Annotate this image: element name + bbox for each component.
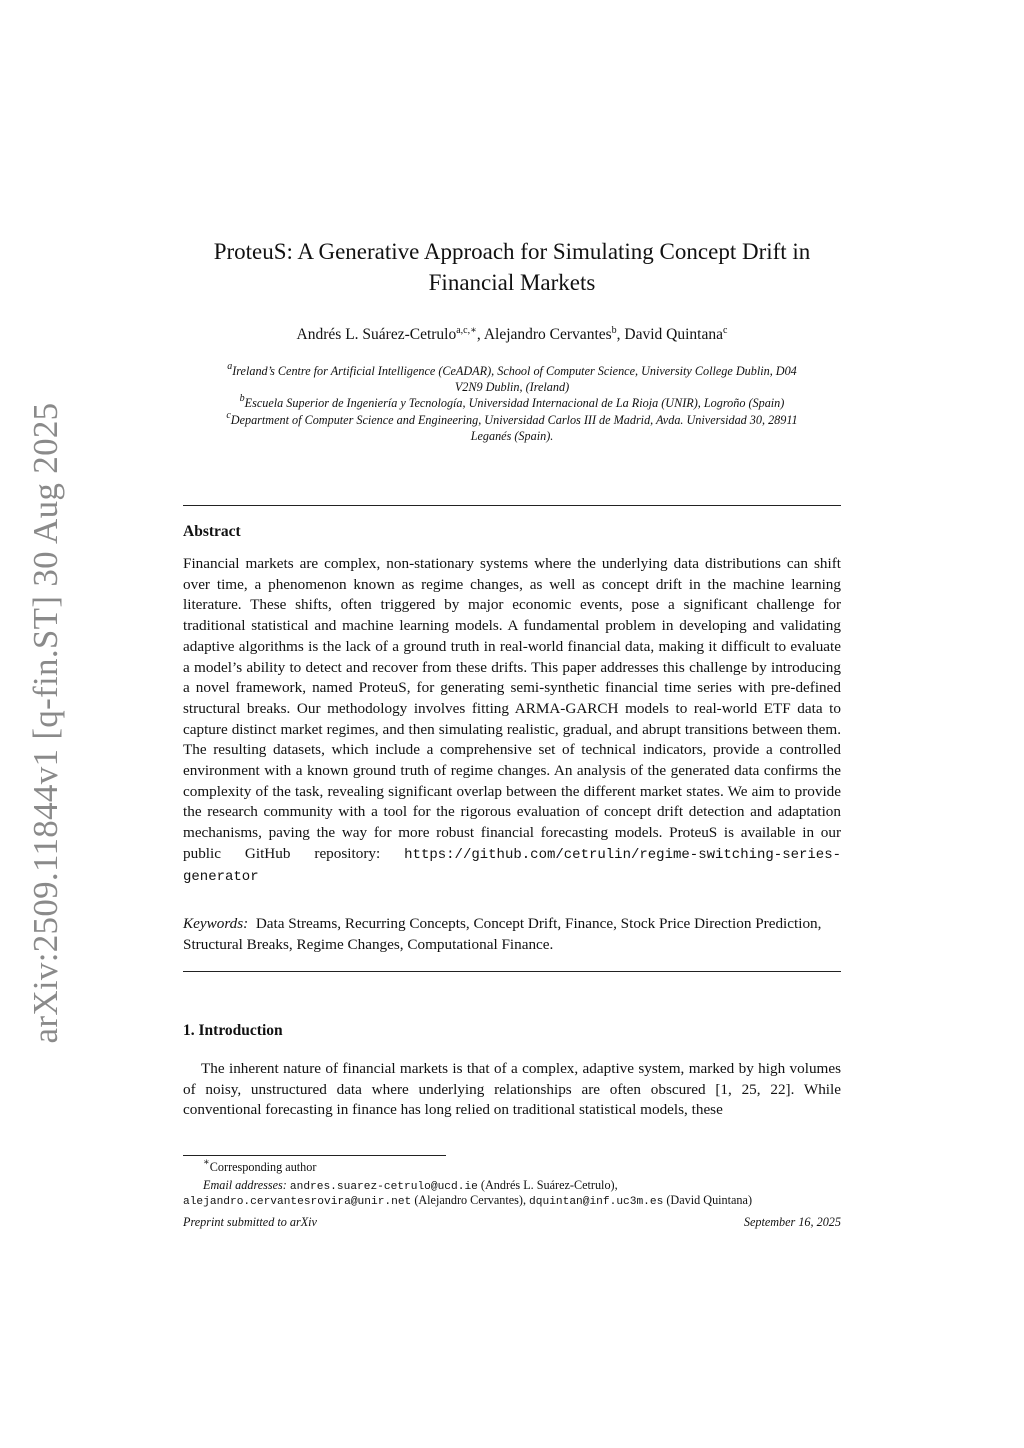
author-1-name: Andrés L. Suárez-Cetrulo (296, 326, 457, 343)
title-line-2: Financial Markets (428, 270, 596, 295)
footnote-corresponding (203, 1157, 317, 1175)
author-list: Andrés L. Suárez-Cetrulo$^{a,c,∗}$, Alejandro Cervantes$^b$, David Quintana$^c$ (296, 325, 728, 343)
email-1-name: (Andrés L. Suárez-Cetrulo), (480, 1178, 618, 1192)
affiliation-a-line-1: Ireland’s Centre for Artificial Intelligence (CeADAR), School of Computer Science, University College Dublin, D04 (232, 364, 797, 378)
author-1-affil: a,c,∗ (456, 325, 477, 336)
abstract-bottom-rule (183, 971, 841, 972)
affiliation-b-line-1: Escuela Superior de Ingeniería y Tecnología, Universidad Internacional de La Rioja (UNIR), Logroño (Spain) (244, 396, 785, 411)
section-heading-introduction: 1. Introduction (183, 1022, 283, 1039)
footnote-rule (183, 1155, 446, 1156)
email-2-name: (Alejandro Cervantes), (414, 1193, 526, 1207)
abstract-text: Financial markets are complex, non-stationary systems where the underlying data distributions can shift over time, a phenomenon known as regime changes, as well as concept drift in the machine learning literature. These shifts, often triggered by major economic events, pose a significant challenge for traditional statistical and machine learning models. A fundamental problem in developing and validating adaptive algorithms is the lack of a ground truth in real-world financial data, making it difficult to evaluate a model’s ability to detect and recover from these drifts. This paper addresses this challenge by introducing a novel framework, named ProteuS, for generating semi-synthetic financial time series with pre-defined structural breaks. Our methodology involves fitting ARMA-GARCH models to real-world ETF data to capture distinct market regimes, and then simulating realistic, gradual, and abrupt transitions between them. The resulting datasets, which include a comprehensive set of technical indicators, provide a controlled environment with a known ground truth of regime changes. An analysis of the generated data confirms the complexity of the task, revealing significant overlap between the different market states. We aim to provide the research community with a tool for the rigorous evaluation of concept drift detection and adaptation mechanisms, paving the way for more robust financial forecasting models. ProteuS is available in our public GitHub repository: (183, 555, 841, 862)
corresponding-author-text: Corresponding author (209, 1160, 317, 1174)
affiliation-c-line-2: Leganés (Spain). (470, 428, 554, 443)
footnote-emails-line-1 (203, 1178, 618, 1193)
title-line-1: ProteuS: A Generative Approach for Simulating Concept Drift in (213, 239, 811, 264)
github-repo-link[interactable]: https://github.com/cetrulin/regime-switching-series-generator (183, 846, 842, 885)
email-2-link[interactable]: alejandro.cervantesrovira@unir.net (183, 1196, 412, 1208)
keywords (183, 914, 841, 955)
affiliation-a-mark: a (227, 361, 233, 372)
preprint-note: Preprint submitted to arXiv (183, 1215, 317, 1229)
affiliation-c (173, 409, 851, 428)
email-1-link[interactable]: andres.suarez-cetrulo@ucd.ie (289, 1181, 478, 1193)
email-3-name: (David Quintana) (666, 1193, 752, 1207)
email-label: Email addresses: (203, 1178, 287, 1192)
affiliation-b-mark: b (239, 393, 245, 405)
arxiv-identifier: arXiv:2509.11844v1 [q-fin.ST] 30 Aug 2025 (26, 402, 65, 1044)
affiliations (173, 363, 851, 444)
keywords-label: Keywords: (183, 915, 249, 932)
author-3-name: David Quintana (624, 326, 723, 343)
affiliation-b (173, 395, 851, 411)
author-3-affil: c (723, 325, 728, 336)
abstract-heading: Abstract (183, 523, 241, 540)
email-3-link[interactable]: dquintan@inf.uc3m.es (529, 1196, 664, 1208)
preprint-date: September 16, 2025 (743, 1215, 841, 1229)
footnote-emails-line-2 (183, 1193, 752, 1208)
author-2-name: Alejandro Cervantes (483, 326, 612, 343)
affiliation-a-line-2: V2N9 Dublin, (Ireland) (454, 380, 570, 395)
paper-title (163, 236, 861, 298)
author-2-affil: b (611, 325, 617, 336)
keywords-text: Data Streams, Recurring Concepts, Concept Drift, Finance, Stock Price Direction Prediction, Structural Breaks, Regime Changes, Computational Finance. (183, 915, 822, 953)
affiliation-a (173, 363, 851, 379)
abstract-top-rule (183, 505, 841, 506)
footnote-mark: ∗ (203, 1157, 210, 1168)
introduction-paragraph: The inherent nature of financial markets is that of a complex, adaptive system, marked by high volumes of noisy, unstructured data where underlying relationships are often obscured [1, 25, 22]. While conventional forecasting in finance has long relied on traditional statistical models, these (183, 1060, 841, 1119)
abstract-body (183, 554, 841, 887)
affiliation-c-mark: c (226, 409, 231, 421)
affiliation-c-line-1: Department of Computer Science and Engineering, Universidad Carlos III de Madrid, Avda. Universidad 30, 28911 (230, 412, 798, 427)
